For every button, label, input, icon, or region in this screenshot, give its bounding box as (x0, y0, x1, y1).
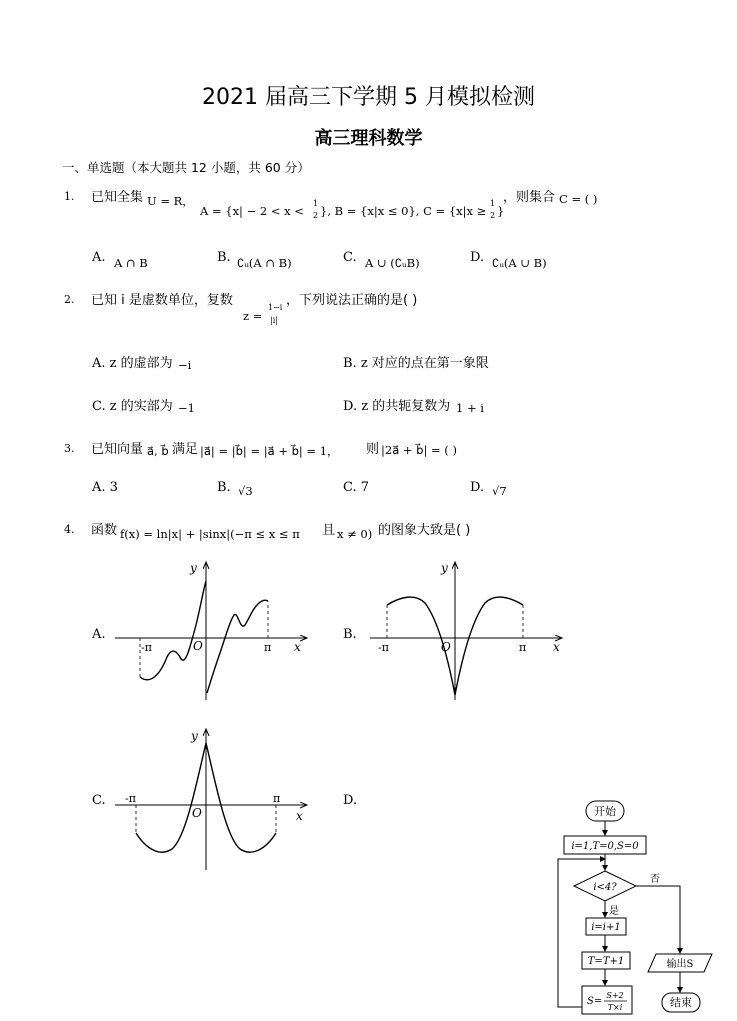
flow-fraction-numerator: S+2 (606, 991, 624, 1000)
math-expression: } (497, 204, 505, 218)
option-value: ∁ᵤ(A ∪ B) (492, 256, 547, 270)
graph-option-a (110, 555, 315, 705)
question-text: 则 (366, 442, 380, 457)
math-expression: a⃗, b⃗ (147, 444, 169, 458)
axis-label-y: y (441, 561, 448, 575)
origin-label: O (192, 806, 202, 820)
fraction-numerator: 1 (313, 199, 319, 208)
option-label: D. (343, 793, 358, 808)
question-text: 已知向量 (91, 442, 144, 457)
flow-step-label: T=T+1 (587, 956, 625, 967)
math-expression: |2a⃗ + b⃗| = ( ) (381, 443, 457, 457)
option-value: √3 (238, 484, 253, 498)
flow-yes-label: 是 (609, 906, 619, 917)
option-value: ∁ᵤ(A ∩ B) (237, 256, 292, 270)
math-expression: U = R， (147, 194, 194, 208)
option-value: −i (178, 358, 192, 372)
question-number: 3. (64, 442, 75, 455)
flow-arrow-no (636, 886, 680, 953)
flow-step-label: S= (587, 996, 603, 1007)
flow-no-label: 否 (650, 874, 660, 885)
fraction-denominator: 2 (313, 211, 319, 220)
option-label: B. (343, 627, 357, 642)
axis-label-y: y (191, 729, 198, 743)
flow-start-label: 开始 (594, 805, 616, 818)
fraction-denominator: 2 (490, 211, 496, 220)
question-text: ，下列说法正确的是( ) (286, 293, 418, 308)
option-label: B. (217, 480, 231, 495)
option-label: C. (343, 250, 357, 265)
option-label: B. (217, 250, 231, 265)
tick-label-pi: π (264, 641, 272, 654)
math-expression: z = (243, 309, 263, 323)
origin-label: O (193, 639, 203, 653)
question-text: 已知全集 (91, 190, 144, 205)
flowchart (550, 795, 730, 1017)
option-label: A. z 的虚部为 (92, 356, 173, 371)
question-text: 函数 (91, 523, 118, 538)
flow-condition-label: i<4? (593, 882, 617, 893)
question-text: 的图象大致是( ) (378, 523, 471, 538)
math-expression: |a⃗| = |b⃗| = |a⃗ + b⃗| = 1， (200, 444, 339, 458)
question-text: ，则集合 (503, 190, 556, 205)
axis-label-x: x (553, 640, 560, 654)
tick-label-neg-pi: -π (378, 641, 389, 654)
graph-option-b (365, 555, 570, 705)
option-value: A ∩ B (114, 256, 148, 270)
question-number: 2. (64, 293, 75, 306)
function-curve (140, 581, 206, 680)
question-text: 且 (322, 523, 336, 538)
tick-label-pi: π (273, 792, 281, 805)
math-expression: f(x) = ln|x| + |sinx|(−π ≤ x ≤ π (120, 527, 300, 541)
fraction-denominator: |i| (270, 316, 278, 325)
option-value: −1 (178, 401, 195, 415)
option-value: A ∪ (∁ᵤB) (365, 256, 420, 270)
math-expression: C = ( ) (559, 192, 598, 206)
option-label: A. (92, 627, 106, 642)
tick-label-neg-pi: -π (125, 792, 136, 805)
question-text: 满足 (172, 442, 199, 457)
option-value: √7 (492, 484, 507, 498)
fraction-numerator: 1 (490, 199, 496, 208)
question-number: 4. (64, 523, 75, 536)
axis-label-x: x (294, 640, 301, 654)
option-label: B. z 对应的点在第一象限 (343, 356, 489, 371)
flow-fraction-denominator: T×i (607, 1003, 623, 1012)
origin-label: O (441, 640, 451, 654)
exam-title: 2021 届高三下学期 5 月模拟检测 (202, 85, 535, 110)
graph-option-c (110, 725, 315, 875)
option-label: D. z 的共轭复数为 (343, 399, 451, 414)
fraction-numerator: 1−i (268, 303, 283, 312)
section-heading: 一、单选题（本大题共 12 小题，共 60 分） (62, 160, 310, 175)
option-label: C. 7 (343, 480, 370, 495)
flow-step-label: i=i+1 (591, 922, 621, 933)
flow-end-label: 结束 (670, 996, 692, 1009)
question-number: 1. (64, 190, 75, 203)
math-expression: A = {x| − 2 < x < (200, 204, 304, 218)
option-label: C. z 的实部为 (92, 399, 173, 414)
function-curve (207, 600, 268, 693)
tick-label-neg-pi: -π (141, 641, 152, 654)
math-expression: }, B = {x|x ≤ 0}, C = {x|x ≥ (320, 204, 487, 218)
math-expression: x ≠ 0) (337, 527, 373, 541)
option-label: D. (470, 250, 485, 265)
option-label: D. (470, 480, 485, 495)
exam-subtitle: 高三理科数学 (314, 128, 423, 149)
option-label: A. 3 (92, 480, 118, 495)
axis-label-y: y (190, 561, 197, 575)
question-text: 已知 i 是虚数单位，复数 (91, 293, 233, 308)
option-label: A. (92, 250, 106, 265)
tick-label-pi: π (519, 641, 527, 654)
flow-init-label: i=1,T=0,S=0 (571, 841, 639, 852)
option-value: 1 + i (456, 401, 484, 415)
option-label: C. (92, 793, 106, 808)
flow-output-label: 输出S (666, 959, 694, 970)
axis-label-x: x (296, 809, 303, 823)
